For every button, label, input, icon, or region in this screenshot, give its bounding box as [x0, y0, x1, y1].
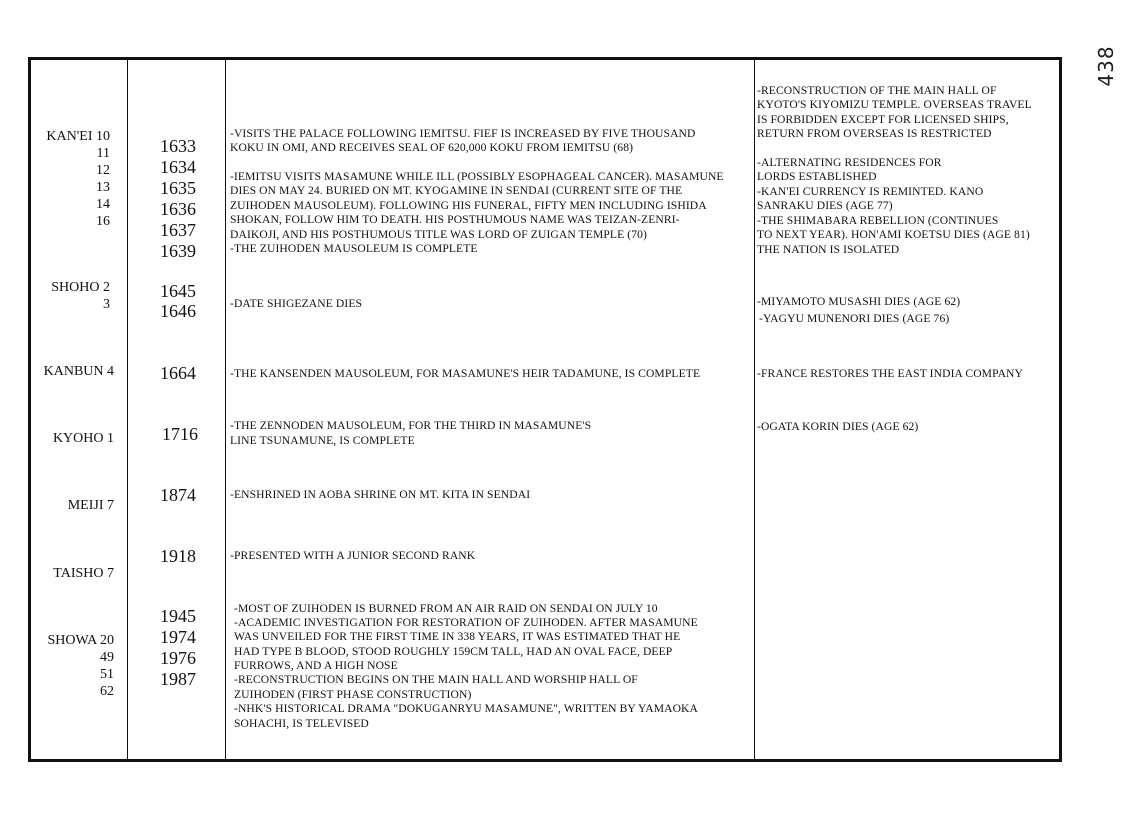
year-label: 1635 [160, 178, 196, 198]
era-label: 62 [100, 684, 114, 699]
event-text: -RECONSTRUCTION BEGINS ON THE MAIN HALL AND WORSHIP HALL OF [234, 673, 638, 686]
page-number: 438 [1094, 45, 1118, 87]
event-text: FURROWS, AND A HIGH NOSE [234, 659, 398, 672]
event-text: -THE ZENNODEN MAUSOLEUM, FOR THE THIRD IN MASAMUNE'S [230, 419, 592, 432]
year-label: 1639 [160, 241, 196, 261]
world-event-text: -KAN'EI CURRENCY IS REMINTED. KANO [757, 185, 984, 198]
column-divider-year-event [225, 60, 226, 759]
era-label: SHOHO 2 [51, 280, 110, 295]
world-event-text: LORDS ESTABLISHED [757, 170, 877, 183]
year-label: 1664 [160, 363, 196, 383]
world-event-text: SANRAKU DIES (AGE 77) [757, 199, 893, 212]
event-text: KOKU IN OMI, AND RECEIVES SEAL OF 620,000 KOKU FROM IEMITSU (68) [230, 141, 634, 154]
event-text: -ENSHRINED IN AOBA SHRINE ON MT. KITA IN SENDAI [230, 488, 531, 501]
event-text: -NHK'S HISTORICAL DRAMA "DOKUGANRYU MASAMUNE", WRITTEN BY YAMAOKA [234, 702, 698, 715]
event-text: -ACADEMIC INVESTIGATION FOR RESTORATION OF ZUIHODEN. AFTER MASAMUNE [234, 616, 698, 629]
event-text: SOHACHI, IS TELEVISED [234, 717, 369, 730]
year-label: 1987 [160, 669, 196, 689]
world-event-text: -ALTERNATING RESIDENCES FOR [757, 156, 942, 169]
year-label: 1646 [160, 301, 196, 321]
world-event-text: -FRANCE RESTORES THE EAST INDIA COMPANY [757, 367, 1023, 380]
era-label: SHOWA 20 [47, 633, 114, 648]
world-event-text: IS FORBIDDEN EXCEPT FOR LICENSED SHIPS, [757, 113, 1009, 126]
world-event-text: KYOTO'S KIYOMIZU TEMPLE. OVERSEAS TRAVEL [757, 98, 1032, 111]
year-label: 1645 [160, 281, 196, 301]
event-text: DAIKOJI, AND HIS POSTHUMOUS TITLE WAS LORD OF ZUIGAN TEMPLE (70) [230, 228, 648, 241]
era-label: 49 [100, 650, 114, 665]
era-label: KAN'EI 10 [46, 129, 110, 144]
world-event-text: -THE SHIMABARA REBELLION (CONTINUES [757, 214, 999, 227]
column-divider-era-year [127, 60, 128, 759]
event-text: DIES ON MAY 24. BURIED ON MT. KYOGAMINE IN SENDAI (CURRENT SITE OF THE [230, 184, 683, 197]
era-label: 13 [96, 180, 110, 195]
year-label: 1974 [160, 627, 196, 647]
era-label: KYOHO 1 [52, 431, 114, 446]
world-event-text: TO NEXT YEAR). HON'AMI KOETSU DIES (AGE 81) [757, 228, 1030, 241]
world-event-text: -MIYAMOTO MUSASHI DIES (AGE 62) [757, 295, 961, 308]
era-label: 51 [100, 667, 114, 682]
era-label: MEIJI 7 [67, 498, 114, 513]
year-label: 1716 [162, 424, 198, 444]
event-text: -IEMITSU VISITS MASAMUNE WHILE ILL (POSSIBLY ESOPHAGEAL CANCER). MASAMUNE [230, 170, 724, 183]
event-text: -VISITS THE PALACE FOLLOWING IEMITSU. FIEF IS INCREASED BY FIVE THOUSAND [230, 127, 696, 140]
event-text: -MOST OF ZUIHODEN IS BURNED FROM AN AIR RAID ON SENDAI ON JULY 10 [234, 602, 658, 615]
era-label: 11 [96, 146, 110, 161]
era-label: 3 [103, 297, 110, 312]
era-label: TAISHO 7 [53, 566, 114, 581]
year-label: 1637 [160, 220, 196, 240]
event-text: ZUIHODEN MAUSOLEUM). FOLLOWING HIS FUNERAL, FIFTY MEN INCLUDING ISHIDA [230, 199, 707, 212]
year-label: 1976 [160, 648, 196, 668]
year-label: 1636 [160, 199, 196, 219]
event-text: -PRESENTED WITH A JUNIOR SECOND RANK [230, 549, 476, 562]
column-divider-event-world [754, 60, 755, 759]
era-label: 14 [96, 197, 110, 212]
event-text: -DATE SHIGEZANE DIES [230, 297, 363, 310]
world-event-text: RETURN FROM OVERSEAS IS RESTRICTED [757, 127, 992, 140]
year-label: 1874 [160, 485, 196, 505]
year-label: 1945 [160, 606, 196, 626]
world-event-text: -YAGYU MUNENORI DIES (AGE 76) [759, 312, 950, 325]
event-text: -THE KANSENDEN MAUSOLEUM, FOR MASAMUNE'S HEIR TADAMUNE, IS COMPLETE [230, 367, 701, 380]
event-text: WAS UNVEILED FOR THE FIRST TIME IN 338 YEARS, IT WAS ESTIMATED THAT HE [234, 630, 681, 643]
event-text: -THE ZUIHODEN MAUSOLEUM IS COMPLETE [230, 242, 478, 255]
event-text: SHOKAN, FOLLOW HIM TO DEATH. HIS POSTHUMOUS NAME WAS TEIZAN-ZENRI- [230, 213, 680, 226]
era-label: 12 [96, 163, 110, 178]
era-label: KANBUN 4 [43, 364, 114, 379]
event-text: HAD TYPE B BLOOD, STOOD ROUGHLY 159CM TALL, HAD AN OVAL FACE, DEEP [234, 645, 673, 658]
year-label: 1634 [160, 157, 196, 177]
event-text: ZUIHODEN (FIRST PHASE CONSTRUCTION) [234, 688, 472, 701]
world-event-text: THE NATION IS ISOLATED [757, 243, 900, 256]
world-event-text: -RECONSTRUCTION OF THE MAIN HALL OF [757, 84, 997, 97]
world-event-text: -OGATA KORIN DIES (AGE 62) [757, 420, 919, 433]
event-text: LINE TSUNAMUNE, IS COMPLETE [230, 434, 415, 447]
year-label: 1918 [160, 546, 196, 566]
year-label: 1633 [160, 136, 196, 156]
era-label: 16 [96, 214, 110, 229]
